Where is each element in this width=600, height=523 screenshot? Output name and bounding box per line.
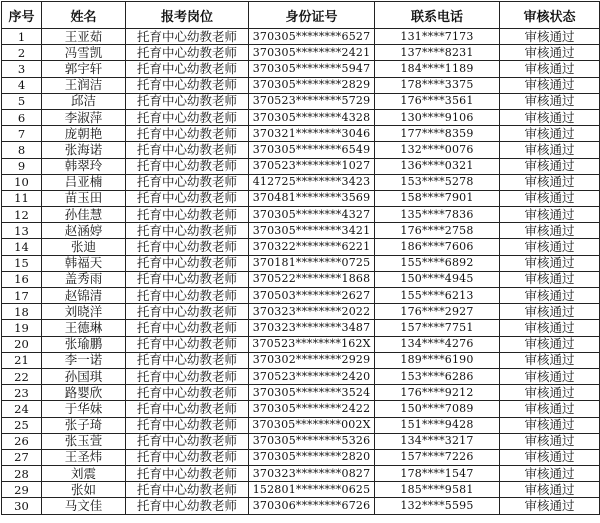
table-row	[2, 223, 600, 239]
cell-status: 审核通过	[500, 109, 600, 125]
cell-position: 托育中心幼教老师	[126, 126, 249, 142]
header-position: 报考岗位	[126, 2, 249, 29]
cell-id-number: 370302********2929	[249, 352, 375, 368]
cell-status: 审核通过	[500, 498, 600, 514]
cell-id-number: 370523********1027	[249, 158, 375, 174]
cell-phone: 150****4945	[375, 271, 500, 287]
cell-name: 李一诺	[42, 352, 126, 368]
cell-status: 审核通过	[500, 255, 600, 271]
cell-index: 19	[2, 320, 42, 336]
cell-name: 王圣炜	[42, 449, 126, 465]
table-row	[2, 401, 600, 417]
cell-position: 托育中心幼教老师	[126, 61, 249, 77]
cell-id-number: 370305********6549	[249, 142, 375, 158]
header-name: 姓名	[42, 2, 126, 29]
cell-phone: 153****6286	[375, 368, 500, 384]
table-row	[2, 368, 600, 384]
cell-status: 审核通过	[500, 142, 600, 158]
cell-name: 刘震	[42, 466, 126, 482]
cell-status: 审核通过	[500, 466, 600, 482]
cell-name: 赵锦清	[42, 288, 126, 304]
table-row	[2, 61, 600, 77]
cell-id-number: 152801********0625	[249, 482, 375, 498]
cell-phone: 135****7836	[375, 207, 500, 223]
cell-status: 审核通过	[500, 190, 600, 206]
cell-position: 托育中心幼教老师	[126, 449, 249, 465]
cell-index: 2	[2, 45, 42, 61]
cell-id-number: 370306********6726	[249, 498, 375, 514]
table-row	[2, 498, 600, 514]
header-index: 序号	[2, 2, 42, 29]
cell-position: 托育中心幼教老师	[126, 433, 249, 449]
cell-name: 韩福天	[42, 255, 126, 271]
cell-position: 托育中心幼教老师	[126, 466, 249, 482]
cell-status: 审核通过	[500, 271, 600, 287]
cell-phone: 176****2927	[375, 304, 500, 320]
cell-status: 审核通过	[500, 158, 600, 174]
table-row	[2, 77, 600, 93]
table-row	[2, 482, 600, 498]
cell-phone: 136****0321	[375, 158, 500, 174]
cell-index: 27	[2, 449, 42, 465]
table-row	[2, 29, 600, 45]
cell-name: 郭宇轩	[42, 61, 126, 77]
cell-phone: 178****3375	[375, 77, 500, 93]
table-body	[2, 29, 600, 515]
header-id-number: 身份证号	[249, 2, 375, 29]
table-row	[2, 385, 600, 401]
cell-position: 托育中心幼教老师	[126, 29, 249, 45]
cell-index: 16	[2, 271, 42, 287]
cell-phone: 137****8231	[375, 45, 500, 61]
cell-id-number: 370305********002X	[249, 417, 375, 433]
cell-position: 托育中心幼教老师	[126, 207, 249, 223]
cell-status: 审核通过	[500, 77, 600, 93]
cell-id-number: 370323********0827	[249, 466, 375, 482]
table-row	[2, 336, 600, 352]
cell-position: 托育中心幼教老师	[126, 158, 249, 174]
cell-phone: 130****9106	[375, 109, 500, 125]
cell-phone: 155****6892	[375, 255, 500, 271]
cell-phone: 158****7901	[375, 190, 500, 206]
table-row	[2, 417, 600, 433]
cell-phone: 184****1189	[375, 61, 500, 77]
cell-position: 托育中心幼教老师	[126, 385, 249, 401]
table-row	[2, 45, 600, 61]
cell-id-number: 412725********3423	[249, 174, 375, 190]
cell-index: 29	[2, 482, 42, 498]
cell-name: 韩翠玲	[42, 158, 126, 174]
table-row	[2, 271, 600, 287]
cell-status: 审核通过	[500, 385, 600, 401]
cell-status: 审核通过	[500, 45, 600, 61]
cell-status: 审核通过	[500, 417, 600, 433]
table-row	[2, 93, 600, 109]
table-row	[2, 352, 600, 368]
cell-index: 17	[2, 288, 42, 304]
cell-status: 审核通过	[500, 93, 600, 109]
cell-name: 盖秀雨	[42, 271, 126, 287]
cell-id-number: 370305********4328	[249, 109, 375, 125]
cell-name: 吕亚楠	[42, 174, 126, 190]
cell-name: 刘晓洋	[42, 304, 126, 320]
cell-phone: 178****1547	[375, 466, 500, 482]
cell-id-number: 370305********5326	[249, 433, 375, 449]
cell-phone: 134****3217	[375, 433, 500, 449]
cell-index: 23	[2, 385, 42, 401]
cell-index: 1	[2, 29, 42, 45]
cell-position: 托育中心幼教老师	[126, 336, 249, 352]
cell-index: 24	[2, 401, 42, 417]
cell-position: 托育中心幼教老师	[126, 239, 249, 255]
cell-phone: 189****6190	[375, 352, 500, 368]
cell-index: 8	[2, 142, 42, 158]
cell-position: 托育中心幼教老师	[126, 320, 249, 336]
cell-name: 苗玉田	[42, 190, 126, 206]
cell-position: 托育中心幼教老师	[126, 482, 249, 498]
cell-id-number: 370503********2627	[249, 288, 375, 304]
cell-phone: 176****9212	[375, 385, 500, 401]
cell-id-number: 370522********1868	[249, 271, 375, 287]
cell-status: 审核通过	[500, 336, 600, 352]
table-row	[2, 190, 600, 206]
cell-phone: 150****7089	[375, 401, 500, 417]
cell-index: 10	[2, 174, 42, 190]
cell-id-number: 370523********162X	[249, 336, 375, 352]
table-row	[2, 288, 600, 304]
header-phone: 联系电话	[375, 2, 500, 29]
cell-position: 托育中心幼教老师	[126, 223, 249, 239]
cell-name: 孙佳慧	[42, 207, 126, 223]
table-row	[2, 142, 600, 158]
cell-id-number: 370305********2820	[249, 449, 375, 465]
cell-position: 托育中心幼教老师	[126, 417, 249, 433]
table-row	[2, 126, 600, 142]
cell-phone: 131****7173	[375, 29, 500, 45]
cell-name: 李淑萍	[42, 109, 126, 125]
cell-phone: 132****0076	[375, 142, 500, 158]
cell-index: 26	[2, 433, 42, 449]
cell-index: 20	[2, 336, 42, 352]
cell-name: 王润洁	[42, 77, 126, 93]
cell-id-number: 370305********2421	[249, 45, 375, 61]
cell-name: 冯雪凯	[42, 45, 126, 61]
cell-status: 审核通过	[500, 223, 600, 239]
cell-id-number: 370181********0725	[249, 255, 375, 271]
cell-phone: 134****4276	[375, 336, 500, 352]
cell-id-number: 370323********3487	[249, 320, 375, 336]
cell-name: 王亚茹	[42, 29, 126, 45]
cell-phone: 176****2758	[375, 223, 500, 239]
cell-status: 审核通过	[500, 207, 600, 223]
cell-index: 22	[2, 368, 42, 384]
cell-id-number: 370305********3524	[249, 385, 375, 401]
cell-index: 6	[2, 109, 42, 125]
cell-index: 30	[2, 498, 42, 514]
table-row	[2, 158, 600, 174]
cell-status: 审核通过	[500, 29, 600, 45]
cell-id-number: 370322********6221	[249, 239, 375, 255]
cell-position: 托育中心幼教老师	[126, 45, 249, 61]
cell-id-number: 370305********3421	[249, 223, 375, 239]
table-row	[2, 109, 600, 125]
cell-position: 托育中心幼教老师	[126, 352, 249, 368]
cell-id-number: 370523********5729	[249, 93, 375, 109]
cell-index: 18	[2, 304, 42, 320]
cell-position: 托育中心幼教老师	[126, 498, 249, 514]
cell-name: 张瑜鹏	[42, 336, 126, 352]
cell-index: 11	[2, 190, 42, 206]
header-row	[2, 2, 600, 29]
table-row	[2, 320, 600, 336]
cell-status: 审核通过	[500, 288, 600, 304]
table-row	[2, 304, 600, 320]
cell-index: 3	[2, 61, 42, 77]
cell-id-number: 370523********2420	[249, 368, 375, 384]
table-row	[2, 255, 600, 271]
cell-phone: 132****5595	[375, 498, 500, 514]
cell-id-number: 370305********2422	[249, 401, 375, 417]
table-row	[2, 207, 600, 223]
table-row	[2, 239, 600, 255]
cell-name: 邱洁	[42, 93, 126, 109]
cell-id-number: 370305********6527	[249, 29, 375, 45]
cell-position: 托育中心幼教老师	[126, 288, 249, 304]
cell-phone: 157****7226	[375, 449, 500, 465]
cell-phone: 157****7751	[375, 320, 500, 336]
cell-name: 孙国琪	[42, 368, 126, 384]
cell-status: 审核通过	[500, 61, 600, 77]
cell-phone: 153****5278	[375, 174, 500, 190]
cell-index: 9	[2, 158, 42, 174]
cell-name: 赵涵婷	[42, 223, 126, 239]
cell-status: 审核通过	[500, 352, 600, 368]
cell-position: 托育中心幼教老师	[126, 142, 249, 158]
cell-phone: 186****7606	[375, 239, 500, 255]
table-row	[2, 466, 600, 482]
cell-index: 15	[2, 255, 42, 271]
cell-position: 托育中心幼教老师	[126, 401, 249, 417]
cell-index: 25	[2, 417, 42, 433]
cell-name: 于华妹	[42, 401, 126, 417]
cell-index: 12	[2, 207, 42, 223]
cell-name: 张子琦	[42, 417, 126, 433]
cell-position: 托育中心幼教老师	[126, 109, 249, 125]
cell-index: 14	[2, 239, 42, 255]
cell-status: 审核通过	[500, 482, 600, 498]
table-row	[2, 433, 600, 449]
cell-index: 5	[2, 93, 42, 109]
cell-name: 张如	[42, 482, 126, 498]
cell-name: 张迪	[42, 239, 126, 255]
cell-name: 庞朝艳	[42, 126, 126, 142]
header-status: 审核状态	[500, 2, 600, 29]
cell-index: 4	[2, 77, 42, 93]
cell-index: 7	[2, 126, 42, 142]
cell-index: 21	[2, 352, 42, 368]
applicant-table	[1, 1, 600, 515]
cell-id-number: 370305********5947	[249, 61, 375, 77]
table-row	[2, 449, 600, 465]
cell-index: 28	[2, 466, 42, 482]
cell-name: 路婴欣	[42, 385, 126, 401]
cell-position: 托育中心幼教老师	[126, 271, 249, 287]
cell-phone: 151****9428	[375, 417, 500, 433]
cell-phone: 155****6213	[375, 288, 500, 304]
cell-phone: 177****8359	[375, 126, 500, 142]
cell-status: 审核通过	[500, 239, 600, 255]
cell-position: 托育中心幼教老师	[126, 77, 249, 93]
cell-status: 审核通过	[500, 304, 600, 320]
table-row	[2, 174, 600, 190]
cell-name: 马文佳	[42, 498, 126, 514]
cell-phone: 185****9581	[375, 482, 500, 498]
cell-index: 13	[2, 223, 42, 239]
cell-name: 王德琳	[42, 320, 126, 336]
cell-status: 审核通过	[500, 449, 600, 465]
cell-id-number: 370305********4327	[249, 207, 375, 223]
cell-id-number: 370305********2829	[249, 77, 375, 93]
cell-status: 审核通过	[500, 320, 600, 336]
cell-position: 托育中心幼教老师	[126, 190, 249, 206]
cell-position: 托育中心幼教老师	[126, 304, 249, 320]
cell-id-number: 370481********3569	[249, 190, 375, 206]
cell-position: 托育中心幼教老师	[126, 174, 249, 190]
cell-status: 审核通过	[500, 368, 600, 384]
cell-id-number: 370323********2022	[249, 304, 375, 320]
cell-status: 审核通过	[500, 174, 600, 190]
cell-status: 审核通过	[500, 401, 600, 417]
cell-position: 托育中心幼教老师	[126, 368, 249, 384]
cell-status: 审核通过	[500, 433, 600, 449]
cell-position: 托育中心幼教老师	[126, 93, 249, 109]
cell-position: 托育中心幼教老师	[126, 255, 249, 271]
cell-name: 张玉萱	[42, 433, 126, 449]
cell-id-number: 370321********3046	[249, 126, 375, 142]
cell-status: 审核通过	[500, 126, 600, 142]
cell-phone: 176****3561	[375, 93, 500, 109]
cell-name: 张海诺	[42, 142, 126, 158]
